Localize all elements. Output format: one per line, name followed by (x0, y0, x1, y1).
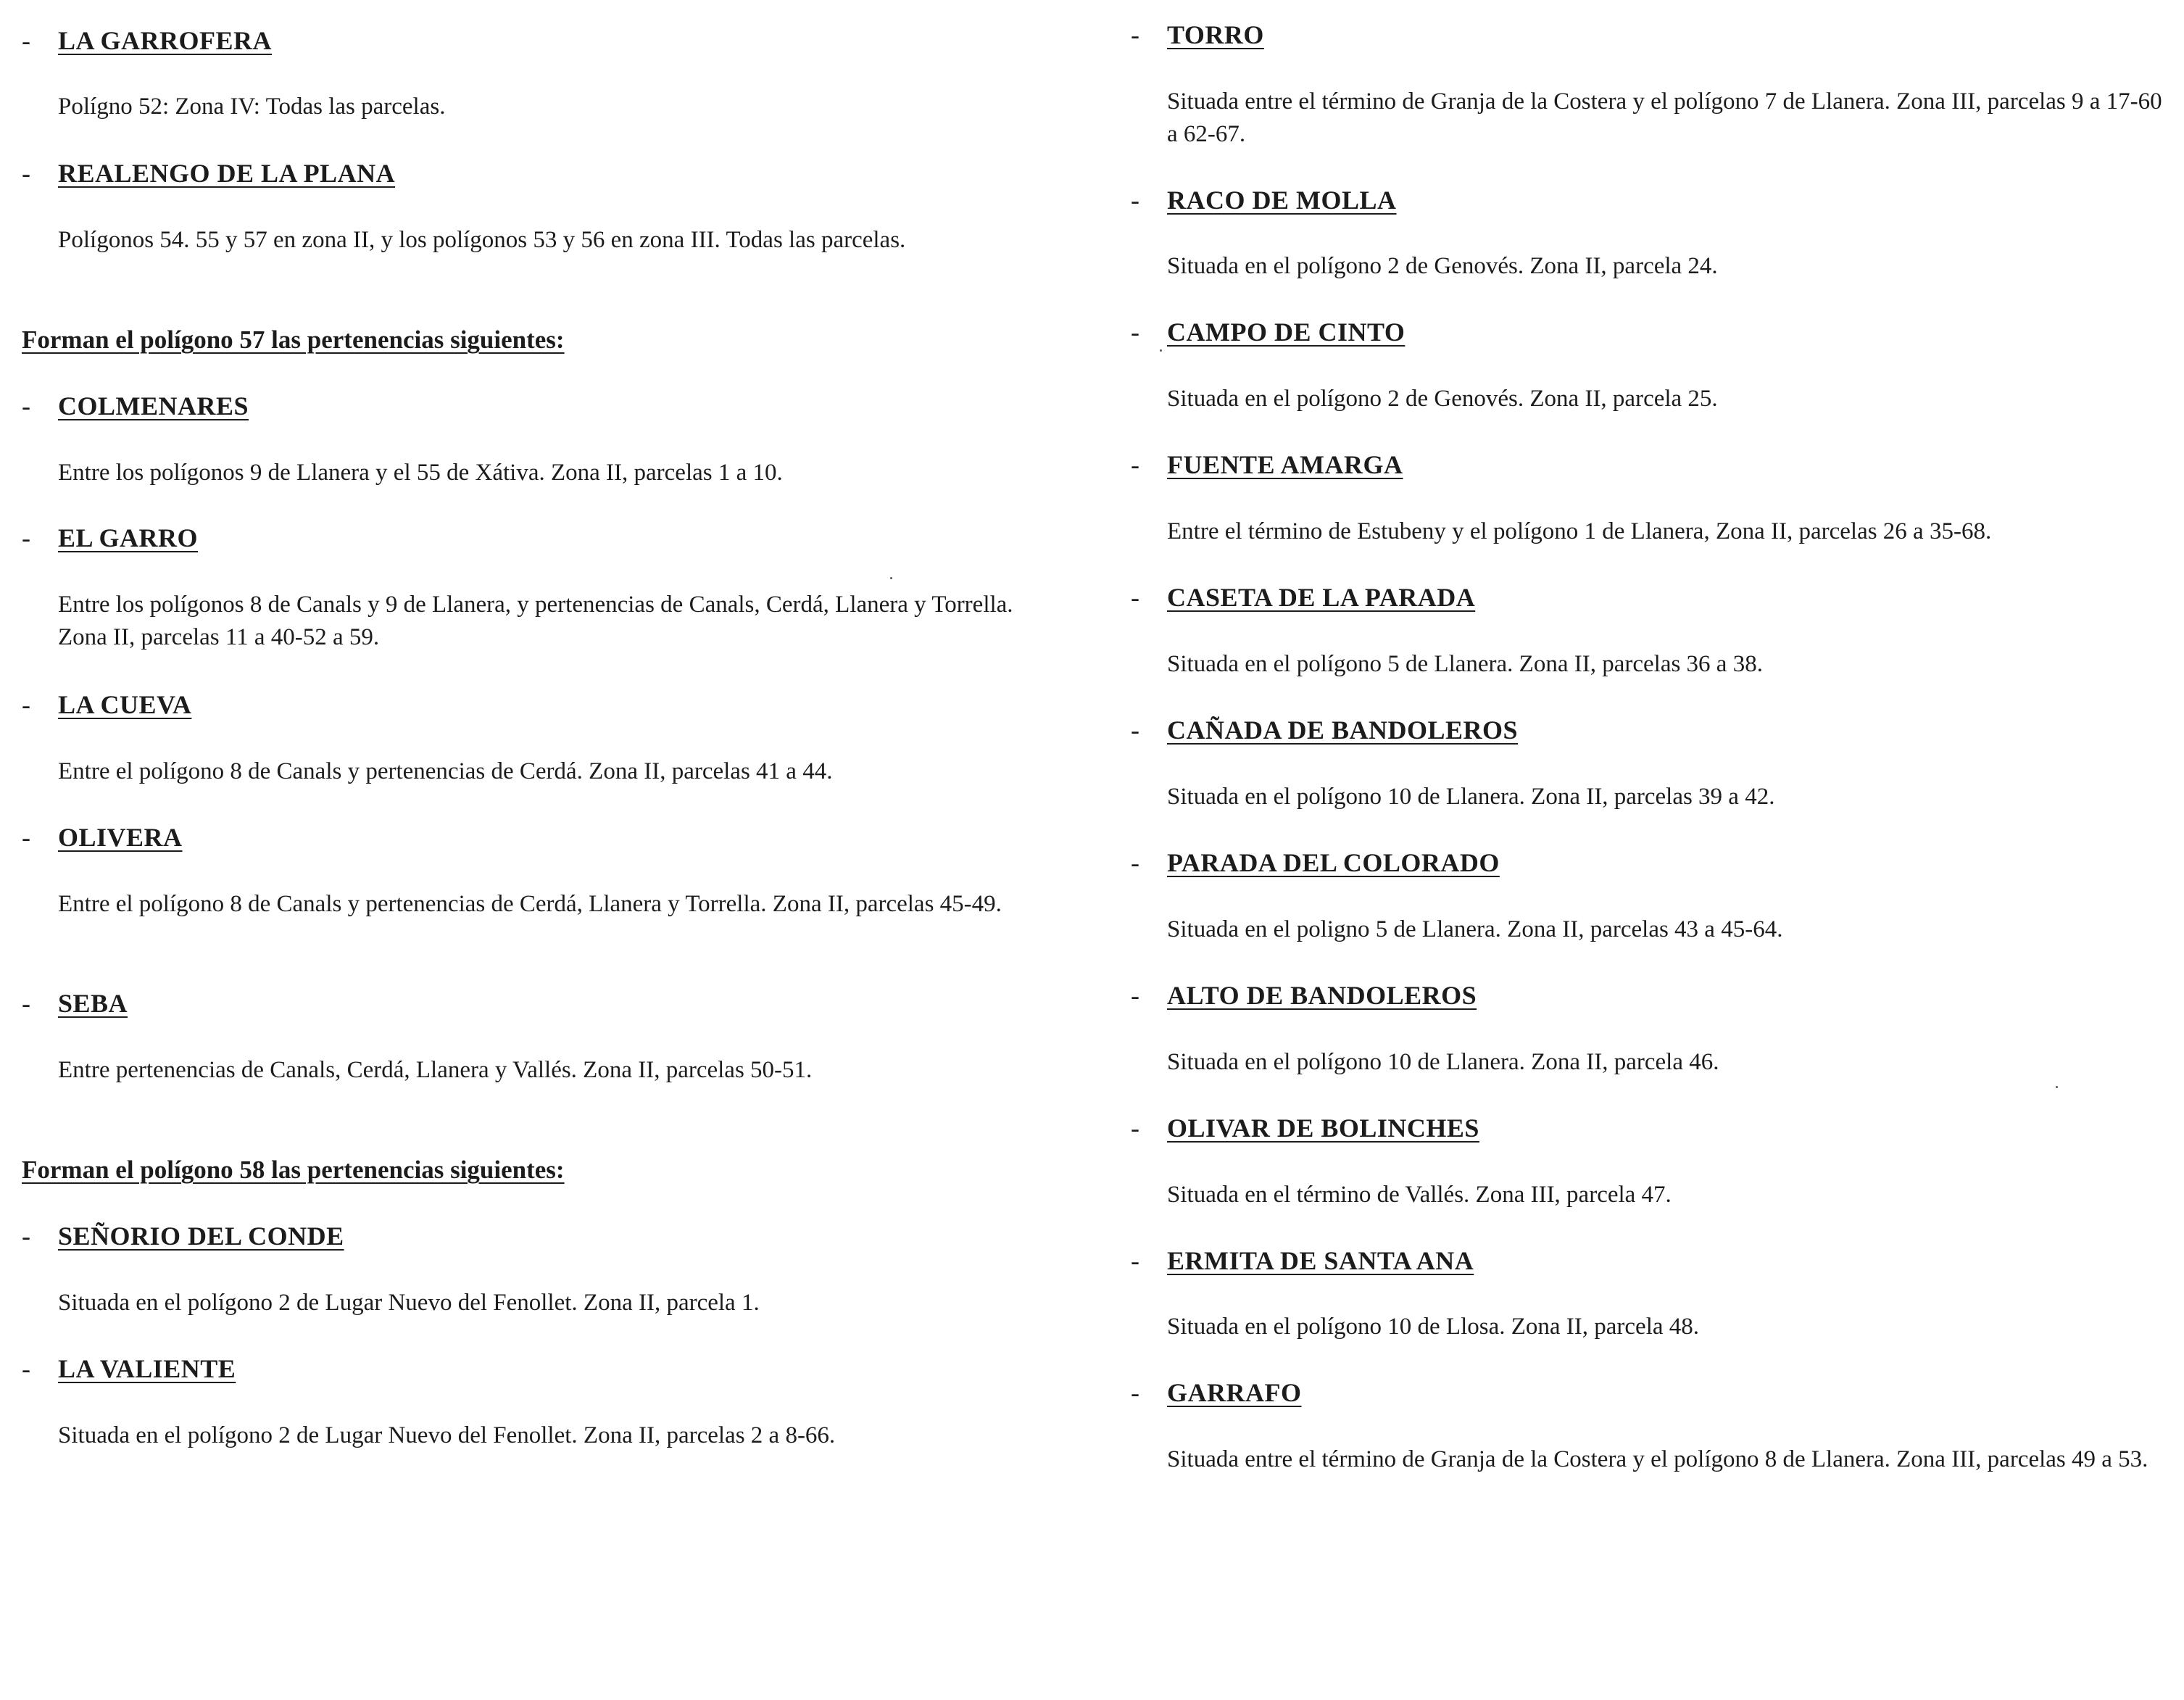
list-dash: - (1131, 716, 1139, 745)
list-dash: - (1131, 583, 1139, 612)
list-dash: - (22, 391, 30, 420)
list-dash: - (22, 989, 30, 1018)
entry-description: Situada en el polígono 2 de Genovés. Zona II, parcela 24. (1167, 253, 1718, 279)
entry-title-ermita-de-santa-ana (1131, 1245, 1474, 1277)
entry-title-text: LA VALIENTE (58, 1354, 236, 1383)
list-dash: - (1131, 20, 1139, 49)
entry-title-campo-de-cinto (1131, 316, 1405, 348)
entry-title-senorio-del-conde (22, 1220, 344, 1252)
entry-title-text: CAÑADA DE BANDOLEROS (1167, 716, 1519, 745)
entry-title-olivera (22, 821, 183, 853)
entry-title-garrafo (1131, 1377, 1302, 1409)
entry-description: Entre los polígonos 8 de Canals y 9 de Llanera, y pertenencias de Canals, Cerdá, Llanera y Torrella. Zona II, parcelas 11 a 40-52 a 59. (58, 592, 1013, 650)
entry-title-la-cueva (22, 689, 191, 721)
scan-speck (890, 577, 892, 579)
entry-description: Situada en el polígono 2 de Genovés. Zona II, parcela 25. (1167, 386, 1718, 412)
entry-description: Polígonos 54. 55 y 57 en zona II, y los polígonos 53 y 56 en zona III. Todas las parcelas. (58, 227, 906, 253)
entry-title-alto-de-bandoleros (1131, 979, 1477, 1011)
entry-title-text: PARADA DEL COLORADO (1167, 848, 1500, 877)
entry-description: Polígno 52: Zona IV: Todas las parcelas. (58, 94, 446, 120)
entry-title-text: CAMPO DE CINTO (1167, 318, 1406, 347)
entry-title-text: ALTO DE BANDOLEROS (1167, 981, 1477, 1010)
list-dash: - (22, 690, 30, 719)
entry-title-text: REALENGO DE LA PLANA (58, 159, 396, 188)
entry-title-text: GARRAFO (1167, 1378, 1302, 1407)
list-dash: - (1131, 186, 1139, 215)
entry-title-colmenares (22, 390, 249, 422)
scan-speck (2056, 1086, 2058, 1088)
entry-title-seba (22, 987, 128, 1019)
section-heading-poligono-58: Forman el polígono 58 las pertenencias siguientes: (22, 1156, 565, 1184)
entry-description: Entre los polígonos 9 de Llanera y el 55 de Xátiva. Zona II, parcelas 1 a 10. (58, 460, 783, 486)
list-dash: - (22, 26, 30, 55)
entry-title-text: OLIVAR DE BOLINCHES (1167, 1114, 1479, 1143)
entry-description: Entre pertenencias de Canals, Cerdá, Llanera y Vallés. Zona II, parcelas 50-51. (58, 1057, 813, 1083)
list-dash: - (1131, 848, 1139, 877)
entry-title-text: FUENTE AMARGA (1167, 450, 1403, 479)
entry-title-text: TORRO (1167, 20, 1264, 49)
entry-title-canada-de-bandoleros (1131, 714, 1518, 746)
scan-speck (1160, 349, 1162, 352)
entry-title-la-valiente (22, 1353, 236, 1385)
entry-title-text: ERMITA DE SANTA ANA (1167, 1246, 1474, 1275)
entry-title-fuente-amarga (1131, 449, 1403, 481)
entry-title-text: LA GARROFERA (58, 26, 273, 55)
entry-description: Entre el término de Estubeny y el polígono 1 de Llanera, Zona II, parcelas 26 a 35-68. (1167, 518, 1992, 544)
entry-title-el-garro (22, 522, 198, 554)
list-dash: - (22, 523, 30, 552)
list-dash: - (1131, 1114, 1139, 1143)
entry-title-text: LA CUEVA (58, 690, 192, 719)
list-dash: - (1131, 1378, 1139, 1407)
entry-title-text: EL GARRO (58, 523, 199, 552)
list-dash: - (22, 823, 30, 852)
entry-description: Situada en el polígono 5 de Llanera. Zona II, parcelas 36 a 38. (1167, 651, 1763, 677)
entry-description: Situada en el polígono 10 de Llosa. Zona II, parcela 48. (1167, 1314, 1700, 1340)
entry-description: Situada en el polígono 2 de Lugar Nuevo del Fenollet. Zona II, parcela 1. (58, 1290, 760, 1316)
entry-description: Entre el polígono 8 de Canals y pertenencias de Cerdá, Llanera y Torrella. Zona II, parcelas 45-49. (58, 891, 1002, 917)
entry-title-text: CASETA DE LA PARADA (1167, 583, 1476, 612)
entry-title-text: COLMENARES (58, 391, 249, 420)
entry-description: Situada en el término de Vallés. Zona III, parcela 47. (1167, 1182, 1672, 1208)
entry-title-olivar-de-bolinches (1131, 1112, 1479, 1144)
list-dash: - (22, 159, 30, 188)
entry-title-la-garrofera (22, 25, 272, 57)
entry-title-text: SEBA (58, 989, 128, 1018)
entry-title-parada-del-colorado (1131, 847, 1500, 879)
entry-title-text: SEÑORIO DEL CONDE (58, 1222, 344, 1251)
list-dash: - (22, 1222, 30, 1251)
entry-description: Situada en el polígono 10 de Llanera. Zona II, parcela 46. (1167, 1049, 1719, 1075)
entry-description: Situada entre el término de Granja de la Costera y el polígono 8 de Llanera. Zona III, parcelas 49 a 53. (1167, 1446, 2148, 1472)
list-dash: - (1131, 1246, 1139, 1275)
list-dash: - (1131, 450, 1139, 479)
list-dash: - (1131, 318, 1139, 347)
entry-title-text: OLIVERA (58, 823, 183, 852)
entry-description: Entre el polígono 8 de Canals y pertenencias de Cerdá. Zona II, parcelas 41 a 44. (58, 758, 833, 784)
entry-description: Situada en el poligno 5 de Llanera. Zona II, parcelas 43 a 45-64. (1167, 916, 1783, 942)
list-dash: - (22, 1354, 30, 1383)
list-dash: - (1131, 981, 1139, 1010)
entry-title-torro (1131, 19, 1264, 51)
entry-title-text: RACO DE MOLLA (1167, 186, 1397, 215)
entry-title-caseta-de-la-parada (1131, 581, 1475, 613)
entry-description: Situada en el polígono 10 de Llanera. Zona II, parcelas 39 a 42. (1167, 784, 1775, 810)
entry-title-raco-de-molla (1131, 184, 1397, 216)
entry-description: Situada entre el término de Granja de la Costera y el polígono 7 de Llanera. Zona III, parcelas 9 a 17-60 a 62-67. (1167, 88, 2162, 147)
section-heading-poligono-57: Forman el polígono 57 las pertenencias siguientes: (22, 326, 565, 354)
entry-title-realengo-de-la-plana (22, 157, 395, 189)
entry-description: Situada en el polígono 2 de Lugar Nuevo del Fenollet. Zona II, parcelas 2 a 8-66. (58, 1422, 836, 1448)
